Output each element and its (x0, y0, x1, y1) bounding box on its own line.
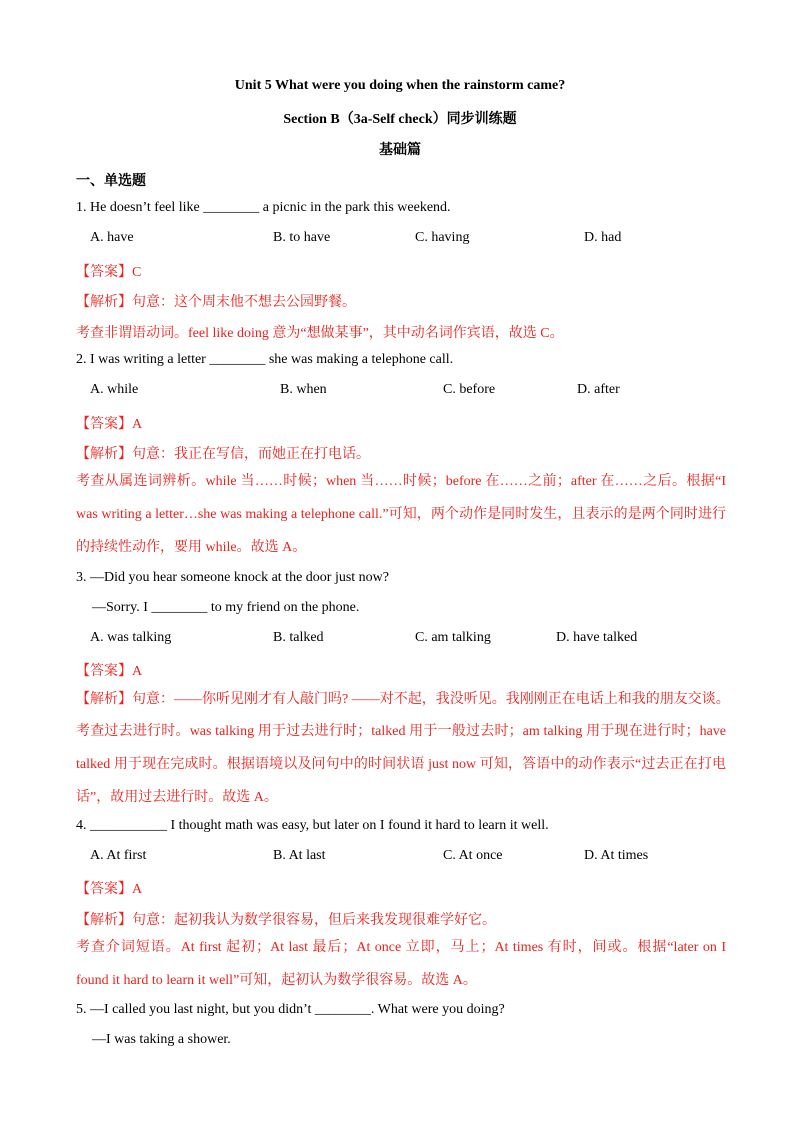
option-d: D. have talked (556, 630, 638, 645)
question-3-stem: 3. —Did you hear someone knock at the door just now? (76, 570, 389, 585)
question-4-analysis-head: 【解析】句意：起初我认为数学很容易，但后来我发现很难学好它。 (76, 913, 496, 928)
question-2-stem: 2. I was writing a letter ________ she was making a telephone call. (76, 352, 454, 367)
option-c: C. am talking (415, 630, 491, 645)
option-c: C. having (415, 230, 470, 245)
question-4-answer: 【答案】A (76, 882, 143, 897)
question-5-reply: —I was taking a shower. (92, 1032, 231, 1047)
question-3-reply: —Sorry. I ________ to my friend on the phone. (92, 600, 360, 615)
option-b: B. when (280, 382, 327, 397)
option-b: B. to have (273, 230, 331, 245)
option-d: D. had (584, 230, 622, 245)
question-4-options (0, 848, 800, 868)
document-title: Unit 5 What were you doing when the rainstorm came? (234, 78, 566, 93)
question-1-stem: 1. He doesn’t feel like ________ a picnic in the park this weekend. (76, 200, 451, 215)
option-c: C. At once (443, 848, 503, 863)
question-1-answer: 【答案】C (76, 265, 142, 280)
question-2-options (0, 382, 800, 402)
document-level: 基础篇 (379, 143, 421, 158)
option-c: C. before (443, 382, 496, 397)
question-2-analysis-body: 考查从属连词辨析。while 当……时候；when 当……时候；before 在……之前；after 在……之后。根据“I was writing a letter…she was making a telephone call.”可知，两个动作是同时发生，且表示的是两个同时进行的持续性动作，要用 while。故选 A。 (76, 474, 726, 555)
question-3-options (0, 630, 800, 650)
option-b: B. talked (273, 630, 324, 645)
question-3-analysis-head: 【解析】句意：——你听见刚才有人敲门吗? ——对不起，我没听见。我刚刚正在电话上和我的朋友交谈。 (76, 692, 730, 707)
option-d: D. At times (584, 848, 649, 863)
option-b: B. At last (273, 848, 326, 863)
question-4-stem: 4. ___________ I thought math was easy, but later on I found it hard to learn it well. (76, 818, 549, 833)
option-a: A. was talking (90, 630, 172, 645)
option-a: A. while (90, 382, 139, 397)
question-2-analysis-head: 【解析】句意：我正在写信，而她正在打电话。 (76, 447, 370, 462)
question-3-answer: 【答案】A (76, 664, 143, 679)
section-heading: 一、单选题 (76, 174, 146, 189)
question-3-analysis-body: 考查过去进行时。was talking 用于过去进行时；talked 用于一般过去时；am talking 用于现在进行时；have talked 用于现在完成时。根据语境以及问句中的时间状语 just now 可知，答语中的动作表示“过去正在打电话”，故用过去进行时。故选 A。 (76, 724, 726, 805)
document-subtitle: Section B（3a-Self check）同步训练题 (283, 112, 517, 127)
question-4-analysis-body: 考查介词短语。At first 起初；At last 最后；At once 立即，马上；At times 有时，间或。根据“later on I found it hard to learn it well”可知，起初认为数学很容易。故选 A。 (76, 940, 726, 988)
option-a: A. have (90, 230, 134, 245)
option-d: D. after (577, 382, 620, 397)
question-1-options (0, 230, 800, 250)
question-5-stem: 5. —I called you last night, but you didn’t ________. What were you doing? (76, 1002, 505, 1017)
question-2-answer: 【答案】A (76, 417, 143, 432)
question-1-analysis-body: 考查非谓语动词。feel like doing 意为“想做某事”，其中动名词作宾语，故选 C。 (76, 326, 564, 341)
question-1-analysis-head: 【解析】句意：这个周末他不想去公园野餐。 (76, 295, 356, 310)
option-a: A. At first (90, 848, 147, 863)
